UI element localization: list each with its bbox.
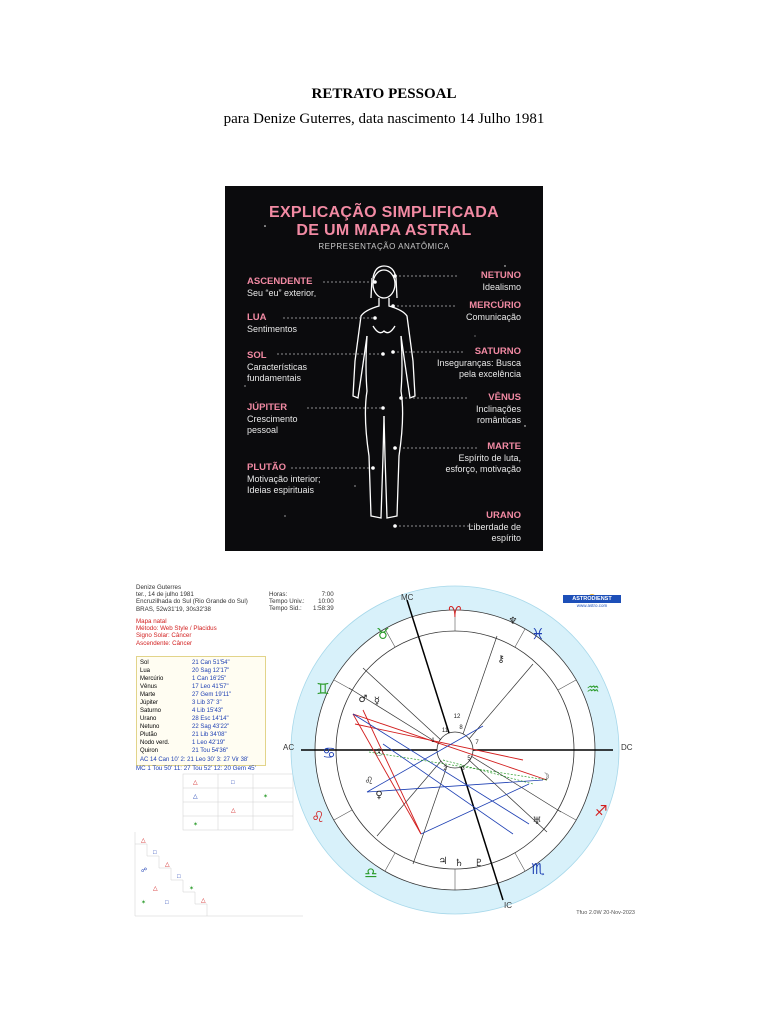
svg-text:8: 8 [459,725,463,731]
svg-text:△: △ [165,862,170,868]
label-mercurio: MERCÚRIO [469,300,521,311]
table-row [140,747,264,755]
chart-wheel [283,584,633,918]
chart-place: Encruzilhada do Sul (Rio Grande do Sul) [136,598,248,606]
planet-pos: 22 Sag 43'22" [192,724,230,730]
planet-name: Quiron [140,748,159,754]
label-netuno: NETUNO [480,270,521,281]
univ-label: Tempo Univ.: [269,598,305,606]
desc-lua: Sentimentos [247,324,298,334]
logo-url: www.astro.com [576,603,608,608]
svg-text:☍: ☍ [141,868,148,874]
svg-text:✶: ✶ [263,794,269,800]
svg-text:♀: ♀ [375,790,383,801]
label-sol: SOL [247,350,267,361]
houses-row-2: MC 1 Tou 50' 11: 27 Tou 52' 12: 20 Gem 45' [136,765,256,772]
svg-text:F [263,772,267,773]
table-row [140,667,264,675]
infographic-heading-2: DE UM MAPA ASTRAL [296,222,472,239]
svg-text:♓: ♓ [531,625,545,643]
planet-name: Mercúrio [140,676,164,682]
table-row [140,675,264,683]
svg-text:♃: ♃ [438,856,448,867]
planet-name: Nodo verd. [140,740,170,746]
aspect-grid [133,772,303,918]
ic-label: IC [504,901,512,910]
table-row [140,659,264,667]
astrodienst-logo [563,587,621,607]
label-venus: VÊNUS [488,392,521,403]
univ-value: 10:00 [318,598,334,606]
table-row [140,707,264,715]
planet-name: Júpiter [140,700,159,706]
svg-text:♐: ♐ [594,802,608,820]
label-lua: LUA [247,312,267,323]
planet-pos: 1 Can 16'25" [192,676,227,682]
svg-text:♂: ♂ [358,694,368,705]
table-row [140,691,264,699]
desc-saturno: Inseguranças: Busca pela excelência [436,358,521,379]
natal-chart [133,582,639,918]
planet-pos: 21 Tou 54'36" [192,748,229,754]
label-urano: URANO [486,510,521,521]
svg-text:7: 7 [475,740,479,746]
desc-mercurio: Comunicação [465,312,521,322]
desc-ascendente: Seu “eu” exterior [247,288,315,298]
desc-netuno: Idealismo [482,282,521,292]
desc-plutao: Motivação interior; Ideias espirituais [247,474,321,495]
svg-text:2: 2 [443,766,447,772]
svg-text:☿: ☿ [373,696,381,707]
planet-pos: 21 Can 51'54" [192,660,230,666]
logo-text: ASTRODIENST [563,595,621,603]
svg-text:♒: ♒ [586,680,600,698]
svg-text:♇: ♇ [474,858,484,869]
chart-footer: Tfuo 2.0W 20-Nov-2023 [576,910,635,916]
svg-text:12: 12 [453,714,461,720]
svg-text:3: 3 [461,766,465,772]
svg-text:C [231,772,236,773]
svg-text:△: △ [153,886,158,892]
hora-value: 7:00 [321,591,334,598]
planet-name: Plutão [140,732,158,738]
ac-label: AC [283,743,295,752]
svg-text:5: 5 [467,756,471,762]
svg-text:⚷: ⚷ [497,654,505,665]
houses-row: AC 14 Can 10' 2: 21 Leo 30' 3: 27 Vir 38' [140,757,249,763]
planet-pos: 17 Leo 41'57" [192,684,229,690]
desc-marte: Espírito de luta, esforço, motivação [445,453,521,474]
dc-label: DC [621,743,633,752]
planet-pos: 3 Lib 37' 3" [192,700,222,706]
document-subtitle: para Denize Guterres, data nascimento 14 Julho 1981 [223,111,545,127]
svg-text:✶: ✶ [193,822,199,828]
chart-header [136,584,248,613]
svg-text:△: △ [201,898,206,904]
svg-text:♆: ♆ [508,616,518,627]
planet-name: Urano [140,716,157,722]
svg-text:☉: ☉ [374,748,384,759]
svg-text:△: △ [193,794,198,800]
label-jupiter: JÚPITER [247,402,288,413]
table-row [140,715,264,723]
table-row [140,723,264,731]
mc-label: MC [401,593,414,602]
chart-name: Denize Guterres [136,584,182,591]
planet-name: Vênus [140,684,158,690]
chart-date: ter., 14 de julho 1981 [136,591,194,599]
ascendente-text: Ascendente: Câncer [136,639,193,647]
hora-label: Horas: [269,591,288,598]
chart-coords: BRAS, 52w31'19, 30s32'38 [136,605,211,613]
infographic-heading-1: EXPLICAÇÃO SIMPLIFICADA [268,204,500,221]
svg-text:♈: ♈ [448,603,462,621]
svg-text:△: △ [231,808,236,814]
table-row [140,699,264,707]
desc-urano: Liberdade de espírito [468,522,521,543]
svg-text:♏: ♏ [531,860,545,878]
svg-text:1: 1 [431,738,435,744]
sid-label: Tempo Sid.: [269,605,302,613]
svg-text:✶: ✶ [141,900,147,906]
chart-method [136,618,217,647]
svg-text:□: □ [165,900,169,906]
svg-text:♋: ♋ [322,744,336,762]
desc-sol: Características fundamentais [247,362,308,383]
svg-text:☽: ☽ [540,772,550,783]
table-row [140,731,264,739]
infographic-subheading: REPRESENTAÇÃO ANATÔMICA [318,242,450,251]
document-title: RETRATO PESSOAL [311,86,457,102]
svg-text:✶: ✶ [189,886,195,892]
svg-text:□: □ [231,780,235,786]
planet-pos: 28 Esc 14'14" [192,716,229,722]
planet-pos: 21 Lib 34'08" [192,732,227,738]
svg-text:♊: ♊ [316,680,330,698]
desc-jupiter: Crescimento pessoal [247,414,298,435]
planet-pos: 27 Gem 19'11" [192,692,232,698]
planet-positions-table [136,656,266,766]
metodo-text: Método: Web Style / Placidus [136,625,217,633]
planet-name: Sol [140,660,149,666]
planet-pos: 20 Sag 12'17" [192,668,230,674]
svg-text:♄: ♄ [454,858,464,869]
svg-text:♎: ♎ [364,864,378,882]
svg-text:♅: ♅ [532,816,542,827]
signo-text: Signo Solar: Câncer [136,632,192,640]
svg-text:♌: ♌ [311,808,325,826]
label-marte: MARTE [487,441,521,452]
svg-text:♉: ♉ [376,625,390,643]
svg-text:□: □ [177,874,181,880]
label-plutao: PLUTÃO [247,462,287,473]
planet-pos: 1 Leo 42'19" [192,740,226,746]
svg-text:△: △ [141,838,146,844]
desc-venus: Inclinações românticas [475,404,521,425]
planet-name: Marte [140,692,156,698]
astral-map-infographic [225,186,543,551]
mapa-text: Mapa natal [136,618,167,625]
label-ascendente: ASCENDENTE [247,276,313,287]
svg-text:11: 11 [441,728,449,734]
svg-text:♌: ♌ [364,776,374,787]
planet-name: Lua [140,668,151,674]
svg-text:□: □ [153,850,157,856]
table-row [140,739,264,747]
sid-value: 1:58:39 [313,605,334,613]
label-saturno: SATURNO [474,346,521,357]
planet-name: Saturno [140,708,162,714]
table-row [140,683,264,691]
planet-name: Netuno [140,724,160,730]
planet-pos: 4 Lib 15'43" [192,708,224,714]
svg-text:△: △ [193,780,198,786]
